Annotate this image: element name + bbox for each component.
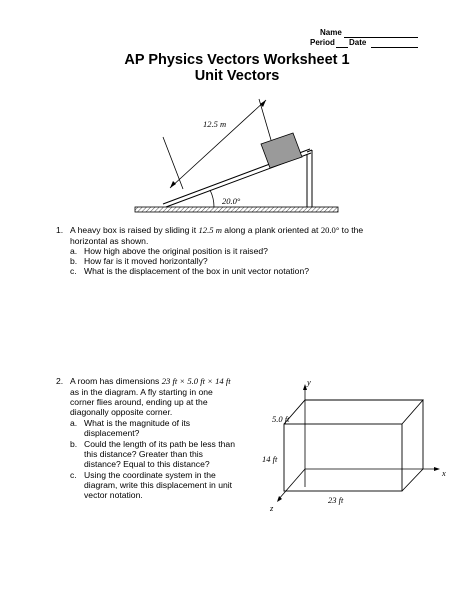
q1-line1 — [70, 225, 363, 235]
q2c-letter: c. — [70, 470, 77, 480]
x-axis-label: x — [442, 468, 446, 478]
q1a-letter: a. — [70, 246, 78, 256]
q2b-line1: Could the length of its path be less than — [84, 439, 235, 449]
depth-label: 14 ft — [262, 454, 278, 464]
q2a-line2: displacement? — [84, 428, 140, 438]
q2a-letter: a. — [70, 418, 78, 428]
q2b-letter: b. — [70, 439, 78, 449]
q1-number: 1. — [56, 225, 64, 235]
q2a-line1: What is the magnitude of its — [84, 418, 191, 428]
y-axis-label: y — [307, 377, 311, 387]
q2-line3: corner flies around, ending up at the — [70, 397, 208, 407]
angle-label: 20.0° — [222, 196, 241, 206]
z-axis-arrow — [277, 496, 282, 502]
angle-arc — [210, 190, 214, 207]
z-axis — [278, 469, 305, 500]
period-label: Period — [310, 38, 335, 47]
width-label: 23 ft — [328, 495, 344, 505]
q1-length: 12.5 m — [198, 225, 222, 235]
room-front-face — [284, 424, 402, 491]
room-figure — [258, 376, 458, 516]
q1c-letter: c. — [70, 266, 77, 276]
length-label: 12.5 m — [203, 119, 227, 129]
name-field[interactable] — [320, 28, 342, 37]
q1b-letter: b. — [70, 256, 78, 266]
q2-number: 2. — [56, 376, 64, 386]
room-right-face — [402, 400, 423, 491]
q1a-text: How high above the original position is it raised? — [84, 246, 268, 256]
z-axis-label: z — [270, 503, 274, 513]
q1b-text: How far is it moved horizontally? — [84, 256, 208, 266]
q2b-line2: this distance? Greater than this — [84, 449, 203, 459]
box — [261, 133, 302, 168]
page-title: AP Physics Vectors Worksheet 1 — [124, 52, 350, 68]
date-blank-line — [371, 47, 418, 48]
extension-line-right — [259, 99, 271, 140]
q1c-text: What is the displacement of the box in unit vector notation? — [84, 266, 309, 276]
q1-line2: horizontal as shown. — [70, 236, 149, 246]
date-label: Date — [349, 38, 367, 47]
q1-text-c: to the — [339, 225, 364, 235]
q2c-line1: Using the coordinate system in the — [84, 470, 216, 480]
q2-dims: 23 ft × 5.0 ft × 14 ft — [161, 376, 231, 386]
arrowhead-lower — [170, 181, 176, 188]
q2b-line3: distance? Equal to this distance? — [84, 459, 210, 469]
ground — [135, 207, 338, 212]
q1-text-a: A heavy box is raised by sliding it — [70, 225, 199, 235]
q2-line2: as in the diagram. A fly starting in one — [70, 387, 213, 397]
name-label: Name — [320, 28, 342, 37]
height-label: 5.0 ft — [272, 414, 290, 424]
x-axis-arrow — [434, 467, 440, 471]
q2-line4: diagonally opposite corner. — [70, 407, 173, 417]
incline-figure — [130, 96, 350, 216]
q2c-line2: diagram, write this displacement in unit — [84, 480, 233, 490]
q1-text-b: along a plank oriented at — [221, 225, 321, 235]
q2-text-a: A room has dimensions — [70, 376, 162, 386]
q1-angle: 20.0° — [320, 225, 340, 235]
q2c-line3: vector notation. — [84, 490, 143, 500]
q2-line1 — [70, 376, 231, 386]
period-blank-line — [336, 47, 348, 48]
page-subtitle: Unit Vectors — [194, 68, 280, 84]
